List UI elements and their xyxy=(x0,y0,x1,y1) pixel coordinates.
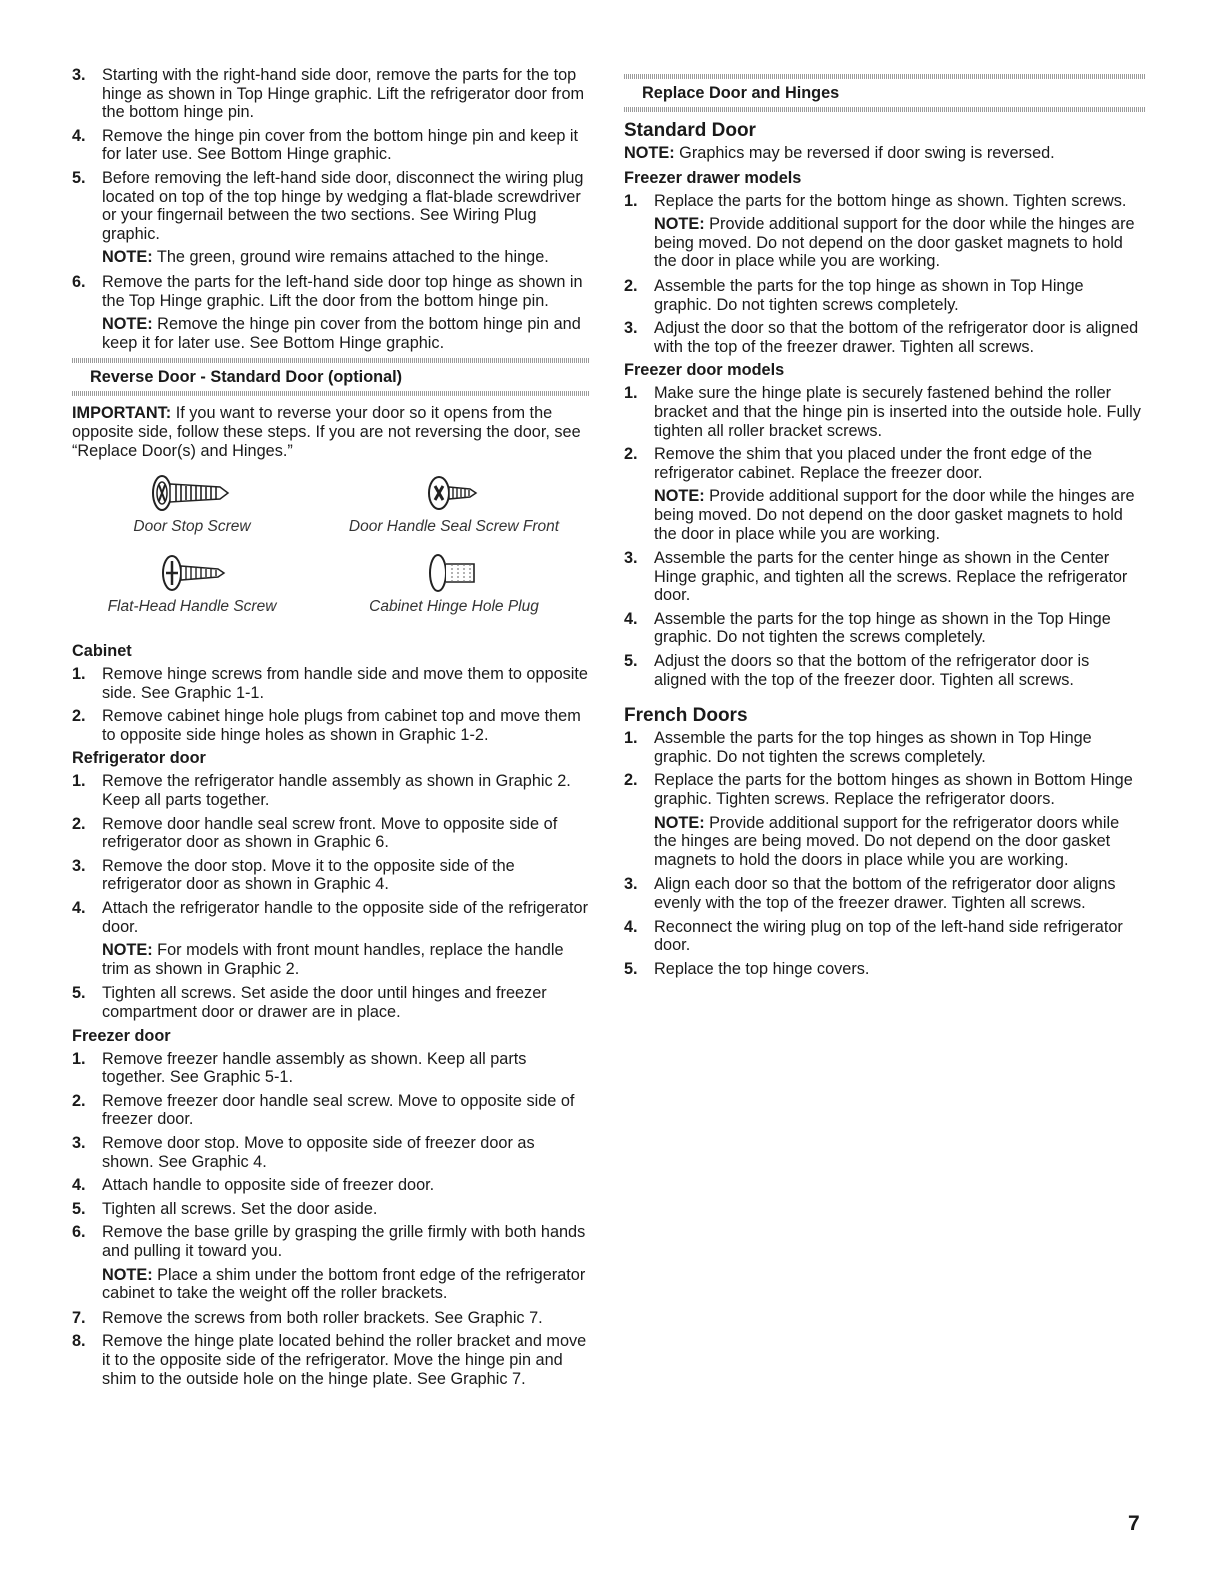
step-text: Remove freezer handle assembly as shown. Keep all parts together. See Graphic 5-1. xyxy=(102,1049,527,1087)
step-number: 4. xyxy=(624,609,638,628)
freezer-door-model-steps xyxy=(624,384,1146,689)
step-number: 1. xyxy=(624,384,638,403)
list-item xyxy=(72,665,590,702)
list-item xyxy=(624,610,1146,647)
list-item xyxy=(72,815,590,852)
step-number: 5. xyxy=(72,1199,86,1218)
freezer-door-heading: Freezer door xyxy=(72,1026,171,1045)
note-text: NOTE: For models with front mount handles, replace the handle trim as shown in Graphic 2. xyxy=(102,941,564,978)
note-text: NOTE: Provide additional support for the door while the hinges are being moved. Do not depend on the door gasket magnets to hold the door in place while you are working. xyxy=(654,215,1135,271)
hardware-figures xyxy=(72,466,590,666)
step-number: 5. xyxy=(624,652,638,671)
step-number: 5. xyxy=(72,168,86,187)
reverse-door-section-header xyxy=(72,358,590,396)
note-text: NOTE: Place a shim under the bottom front edge of the refrigerator cabinet to take the weight off the roller brackets. xyxy=(102,1265,586,1303)
list-item xyxy=(624,729,1146,766)
step-number: 3. xyxy=(624,875,638,894)
hardware-caption: Cabinet Hinge Hole Plug xyxy=(369,598,539,616)
step-text: Attach handle to opposite side of freezer door. xyxy=(102,1176,435,1195)
step-number: 4. xyxy=(72,899,86,918)
left-column xyxy=(72,66,590,1393)
cabinet-hinge-hole-plug-icon xyxy=(394,552,514,594)
step-text: Make sure the hinge plate is securely fastened behind the roller bracket and that the hinge pin is inserted into the outside hole. Fully tighten all roller bracket screws. xyxy=(654,384,1141,440)
hardware-item xyxy=(334,552,574,616)
step-text: Remove hinge screws from handle side and move them to opposite side. See Graphic 1-1. xyxy=(102,665,588,702)
list-item xyxy=(624,384,1146,440)
step-text: Assemble the parts for the top hinge as shown in the Top Hinge graphic. Do not tighten the screws completely. xyxy=(654,609,1111,647)
list-item xyxy=(72,1050,590,1087)
note-text: NOTE: The green, ground wire remains attached to the hinge. xyxy=(102,248,549,267)
list-item xyxy=(72,899,590,936)
step-text: Assemble the parts for the top hinges as shown in Top Hinge graphic. Do not tighten the screws completely. xyxy=(654,729,1092,766)
freezer-door-models-heading: Freezer door models xyxy=(624,361,785,380)
step-number: 2. xyxy=(72,707,86,726)
list-item xyxy=(72,273,590,310)
step-number: 2. xyxy=(72,814,86,833)
list-item xyxy=(72,1134,590,1171)
list-item xyxy=(624,277,1146,314)
list-item xyxy=(624,771,1146,808)
step-number: 5. xyxy=(624,959,638,978)
flat-head-handle-screw-icon xyxy=(132,552,252,594)
section-divider xyxy=(72,391,590,396)
step-text: Replace the top hinge covers. xyxy=(654,959,870,978)
step-number: 2. xyxy=(624,445,638,464)
step-number: 2. xyxy=(72,1091,86,1110)
step-text: Remove the screws from both roller brackets. See Graphic 7. xyxy=(102,1308,543,1327)
step-text: Align each door so that the bottom of the refrigerator door aligns evenly with the top of the freezer drawer. Tighten all screws. xyxy=(654,875,1116,912)
step-number: 3. xyxy=(624,549,638,568)
step-text: Replace the parts for the bottom hinges as shown in Bottom Hinge graphic. Tighten screws. Replace the refrigerator doors. xyxy=(654,771,1133,809)
refrigerator-door-heading: Refrigerator door xyxy=(72,749,206,768)
step-text: Remove the shim that you placed under the front edge of the refrigerator cabinet. Replace the freezer door. xyxy=(654,445,1093,482)
step-text: Remove the hinge pin cover from the bottom hinge pin and keep it for later use. See Bottom Hinge graphic. xyxy=(102,126,579,164)
section-divider xyxy=(624,107,1146,112)
freezer-drawer-steps xyxy=(624,192,1146,357)
list-item xyxy=(72,707,590,744)
list-item xyxy=(624,652,1146,689)
list-item xyxy=(72,127,590,164)
step-number: 5. xyxy=(72,984,86,1003)
step-number: 1. xyxy=(624,191,638,210)
freezer-door-steps xyxy=(72,1050,590,1389)
list-item xyxy=(72,1309,590,1328)
step-number: 1. xyxy=(624,729,638,748)
list-item xyxy=(72,1176,590,1195)
hardware-caption: Door Handle Seal Screw Front xyxy=(348,518,560,536)
step-number: 1. xyxy=(72,1049,86,1068)
step-text: Remove the parts for the left-hand side door top hinge as shown in the Top Hinge graphic. Lift the door from the bottom hinge pin. xyxy=(102,272,583,310)
step-number: 3. xyxy=(624,319,638,338)
step-number: 7. xyxy=(72,1308,86,1327)
door-handle-seal-screw-icon xyxy=(394,472,514,514)
hardware-caption: Flat-Head Handle Screw xyxy=(107,598,277,616)
standard-door-heading: Standard Door xyxy=(624,120,756,141)
hardware-item xyxy=(334,472,574,536)
step-text: Attach the refrigerator handle to the opposite side of the refrigerator door. xyxy=(102,899,589,936)
step-text: Adjust the door so that the bottom of the refrigerator door is aligned with the top of the freezer drawer. Tighten all screws. xyxy=(654,319,1139,356)
list-item xyxy=(624,192,1146,211)
freezer-drawer-models-heading: Freezer drawer models xyxy=(624,168,802,187)
note-text: NOTE: Provide additional support for the refrigerator doors while the hinges are being moved. Do not depend on the door gasket magnets to hold the doors in place while you are working. xyxy=(654,813,1120,869)
step-number: 6. xyxy=(72,1223,86,1242)
note-text: NOTE: Remove the hinge pin cover from the bottom hinge pin and keep it for later use. See Bottom Hinge graphic. xyxy=(102,315,581,352)
list-item xyxy=(624,319,1146,356)
step-text: Before removing the left-hand side door, disconnect the wiring plug located on top of the top hinge by wedging a flat-blade screwdriver or your fingernail between the two sections. See Wiring Plug graphic. xyxy=(102,168,584,243)
list-item xyxy=(624,549,1146,605)
step-number: 6. xyxy=(72,272,86,291)
important-paragraph: IMPORTANT: If you want to reverse your door so it opens from the opposite side, follow these steps. If you are not reversing the door, see “Replace Door(s) and Hinges.” xyxy=(72,404,581,460)
step-text: Remove door handle seal screw front. Move to opposite side of refrigerator door as shown in Graphic 6. xyxy=(102,814,558,852)
step-text: Tighten all screws. Set the door aside. xyxy=(102,1199,378,1218)
cabinet-steps xyxy=(72,665,590,744)
list-item xyxy=(72,1200,590,1219)
step-text: Reconnect the wiring plug on top of the left-hand side refrigerator door. xyxy=(654,917,1123,955)
note-text: NOTE: Provide additional support for the door while the hinges are being moved. Do not depend on the door gasket magnets to hold the door in place while you are working. xyxy=(654,487,1135,543)
step-text: Remove freezer door handle seal screw. Move to opposite side of freezer door. xyxy=(102,1091,575,1129)
hardware-item xyxy=(72,472,312,536)
step-text: Starting with the right-hand side door, remove the parts for the top hinge as shown in Top Hinge graphic. Lift the refrigerator door from the bottom hinge pin. xyxy=(102,66,585,122)
step-text: Remove cabinet hinge hole plugs from cabinet top and move them to opposite side hinge holes as shown in Graphic 1-2. xyxy=(102,707,581,744)
step-text: Assemble the parts for the center hinge as shown in the Center Hinge graphic, and tighten all the screws. Replace the refrigerator door. xyxy=(654,549,1128,605)
step-number: 2. xyxy=(624,771,638,790)
french-doors-heading: French Doors xyxy=(624,705,748,727)
list-item xyxy=(72,1223,590,1260)
intro-list xyxy=(72,66,590,352)
step-number: 3. xyxy=(72,1133,86,1152)
step-text: Remove door stop. Move to opposite side of freezer door as shown. See Graphic 4. xyxy=(102,1133,535,1171)
step-text: Remove the base grille by grasping the grille firmly with both hands and pulling it toward you. xyxy=(102,1223,586,1260)
standard-door-note: NOTE: Graphics may be reversed if door swing is reversed. xyxy=(624,144,1055,162)
refrigerator-door-steps xyxy=(72,772,590,1021)
list-item xyxy=(72,984,590,1021)
step-number: 3. xyxy=(72,66,86,84)
step-number: 4. xyxy=(624,917,638,936)
step-text: Assemble the parts for the top hinge as shown in Top Hinge graphic. Do not tighten screws completely. xyxy=(654,276,1084,314)
step-text: Remove the hinge plate located behind the roller bracket and move it to the opposite side of the refrigerator. Move the hinge pin and shim to the outside hole on the hinge plate. See Graphic 7. xyxy=(102,1332,587,1388)
step-number: 1. xyxy=(72,772,86,791)
list-item xyxy=(624,918,1146,955)
replace-door-section-header xyxy=(624,74,1146,112)
step-text: Remove the refrigerator handle assembly as shown in Graphic 2. Keep all parts together. xyxy=(102,772,571,810)
list-item xyxy=(624,445,1146,482)
list-item xyxy=(624,875,1146,912)
list-item xyxy=(72,169,590,243)
step-number: 3. xyxy=(72,856,86,875)
step-number: 8. xyxy=(72,1332,86,1351)
cabinet-heading: Cabinet xyxy=(72,642,132,661)
section-title: Replace Door and Hinges xyxy=(642,84,840,102)
step-text: Replace the parts for the bottom hinge as shown. Tighten screws. xyxy=(654,191,1127,210)
step-number: 2. xyxy=(624,276,638,295)
step-number: 4. xyxy=(72,1176,86,1195)
french-doors-steps xyxy=(624,729,1146,978)
step-number: 1. xyxy=(72,665,86,684)
list-item xyxy=(72,772,590,809)
step-number: 4. xyxy=(72,126,86,145)
list-item xyxy=(72,857,590,894)
step-text: Adjust the doors so that the bottom of the refrigerator door is aligned with the top of the freezer door. Tighten all screws. xyxy=(654,652,1090,689)
list-item xyxy=(72,1092,590,1129)
step-text: Remove the door stop. Move it to the opposite side of the refrigerator door as shown in Graphic 4. xyxy=(102,856,515,894)
hardware-caption: Door Stop Screw xyxy=(133,518,251,536)
list-item xyxy=(624,960,1146,979)
list-item xyxy=(72,66,590,122)
step-text: Tighten all screws. Set aside the door until hinges and freezer compartment door or drawer are in place. xyxy=(102,984,547,1021)
right-column xyxy=(624,66,1146,983)
hardware-item xyxy=(72,552,312,616)
section-title: Reverse Door - Standard Door (optional) xyxy=(90,368,403,387)
list-item xyxy=(72,1332,590,1388)
page-number: 7 xyxy=(1128,1512,1140,1535)
door-stop-screw-icon xyxy=(132,472,252,514)
